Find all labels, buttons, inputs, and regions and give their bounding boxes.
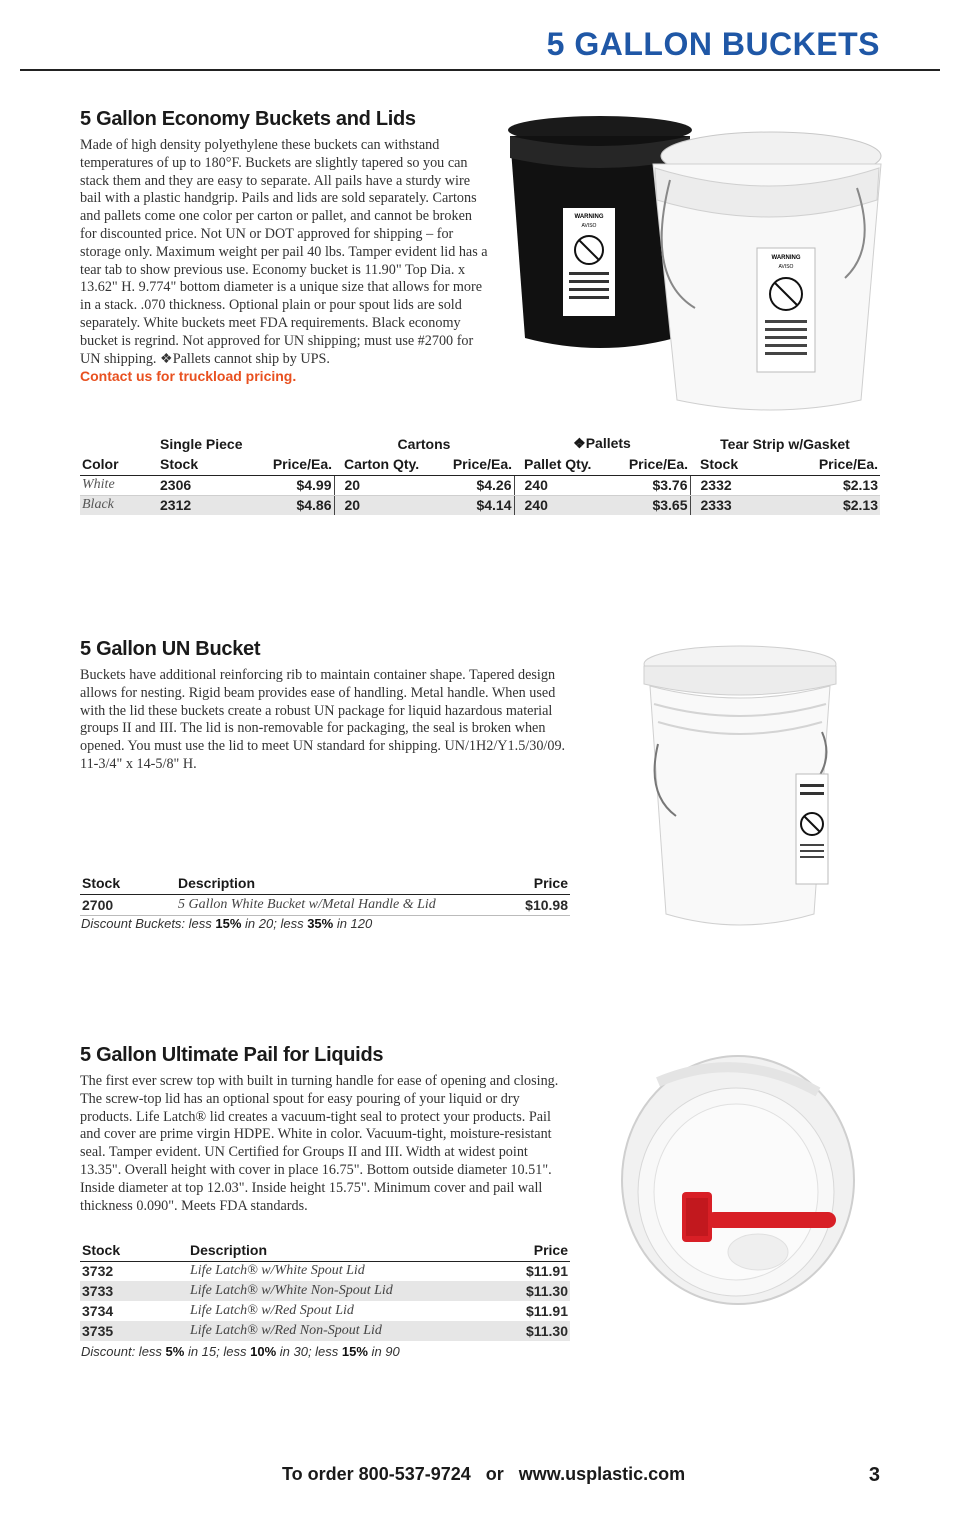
economy-title: 5 Gallon Economy Buckets and Lids (80, 108, 416, 130)
row-description: Life Latch® w/White Non-Spout Lid (188, 1281, 496, 1301)
row-carton-qty: 20 (334, 495, 430, 515)
table-row (80, 1301, 570, 1321)
economy-description: Made of high density polyethylene these buckets can withstand temperatures of up to 180°F. Buckets are slightly tapered so you can stack them and they are easy to separate. All pails have a sturdy wire bail with a plastic handgrip. Pails and lids are sold separately. Cartons and pallets come one color per carton or pallet, and cannot be broken for discounted price. Not UN or DOT approved for shipping – for storage only. Maximum weight per pail 40 lbs. Tamper evident lid has a tear tab to show previous use. Economy bucket is 11.90" Top Dia. x 13.62" H. 9.774" bottom diameter is a unique size that allows for more in a stack. .070 thickness. Optional plain or pour spout lids are sold separately. White buckets meet FDA requirements. Black economy bucket is regrind. Not approved for UN shipping; must use #2700 for UN shipping. ❖Pallets cannot ship by UPS. (80, 137, 488, 367)
row-description: Life Latch® w/Red Spout Lid (190, 1303, 354, 1318)
table-row (80, 495, 880, 515)
col-carton-price: Price/Ea. (430, 454, 514, 475)
discount-text: in 20; less (241, 916, 308, 931)
economy-section (80, 108, 492, 384)
un-title: 5 Gallon UN Bucket (80, 638, 261, 660)
economy-price-table (80, 433, 880, 515)
un-description: Buckets have additional reinforcing rib to maintain container shape. Tapered design allows for nesting. Rigid beam provides ease of handling. Metal handle. When used with the lid these buckets create a robust UN package for liquid hazardous material groups II and III. The lid is non-removable for packaging, the seal is broken when opened. You must use the lid to meet UN standard for shipping. UN/1H2/Y1.5/30/09. 11-3/4" x 14-5/8" H. (80, 667, 566, 772)
col-color: Color (80, 454, 158, 475)
row-price: $10.98 (496, 894, 570, 915)
row-stock: 3735 (80, 1321, 188, 1341)
row-pallet-price: $3.76 (606, 475, 690, 495)
white-bucket-aviso-label: AVISO (778, 264, 794, 270)
row-stock: 3732 (82, 1263, 114, 1280)
row-description: Life Latch® w/White Spout Lid (190, 1263, 365, 1279)
row-price: $11.30 (496, 1281, 570, 1301)
row-pallet-qty: 240 (514, 495, 606, 515)
row-stock: 2306 (158, 475, 244, 495)
row-price: $11.91 (525, 1303, 568, 1319)
white-bucket-warning-label: WARNING (771, 255, 801, 261)
row-stock: 3734 (82, 1303, 114, 1319)
col-description: Description (176, 872, 496, 894)
un-section (80, 638, 572, 774)
col-description: Description (188, 1240, 496, 1261)
row-color: Black (80, 495, 158, 515)
row-price: $11.91 (525, 1263, 568, 1280)
row-stock: 3733 (80, 1281, 188, 1301)
row-tear-price: $2.13 (790, 475, 880, 495)
discount-text: in 30; less (276, 1344, 342, 1359)
table-row (80, 1261, 570, 1281)
col-stock: Stock (80, 1240, 188, 1261)
discount-text: in 90 (367, 1344, 400, 1359)
row-tear-stock: 2333 (690, 495, 790, 515)
table-row (80, 1321, 570, 1341)
row-carton-price: $4.14 (430, 495, 514, 515)
group-cartons: Cartons (397, 435, 451, 452)
discount-percent: 35% (307, 916, 334, 931)
col-tear-price: Price/Ea. (790, 454, 880, 475)
row-price: $11.30 (496, 1321, 570, 1341)
footer-or: or (485, 1464, 504, 1484)
row-tear-stock: 2332 (690, 475, 790, 495)
page-number: 3 (868, 1464, 880, 1486)
row-description: Life Latch® w/Red Non-Spout Lid (188, 1321, 496, 1341)
col-price: Price (496, 1240, 570, 1261)
discount-percent: 10% (250, 1344, 277, 1359)
col-price: Price (496, 872, 570, 894)
row-stock: 2700 (80, 894, 176, 915)
col-pallet-qty: Pallet Qty. (514, 454, 606, 475)
col-pallet-price: Price/Ea. (606, 454, 690, 475)
truckload-pricing-link[interactable]: Contact us for truckload pricing. (80, 368, 297, 385)
footer (282, 1464, 695, 1485)
discount-percent: 5% (165, 1344, 185, 1359)
row-carton-price: $4.26 (430, 475, 514, 495)
discount-text: Discount Buckets: less (81, 916, 216, 931)
discount-text: Discount: less (81, 1344, 166, 1359)
website-link[interactable]: www.usplastic.com (518, 1464, 686, 1484)
un-discount-note (81, 916, 372, 931)
ultimate-pail-image (618, 1052, 858, 1312)
order-phone[interactable]: To order 800-537-9724 (282, 1464, 471, 1484)
un-price-table (80, 872, 570, 916)
table-header-row (80, 872, 570, 894)
table-row (80, 1281, 570, 1301)
discount-text: in 120 (333, 916, 373, 931)
col-stock: Stock (80, 872, 176, 894)
row-description: 5 Gallon White Bucket w/Metal Handle & Lid (176, 894, 496, 915)
col-carton-qty: Carton Qty. (334, 454, 430, 475)
discount-percent: 15% (215, 916, 242, 931)
row-color: White (80, 475, 158, 495)
row-pallet-price: $3.65 (606, 495, 690, 515)
col-tear-stock: Stock (690, 454, 790, 475)
row-carton-qty: 20 (334, 475, 430, 495)
row-tear-price: $2.13 (790, 495, 880, 515)
table-row (80, 894, 570, 915)
economy-buckets-image (505, 108, 885, 418)
row-pallet-qty: 240 (514, 475, 606, 495)
row-price: $4.86 (244, 495, 334, 515)
group-single-piece: Single Piece (160, 435, 243, 452)
liquids-description: The first ever screw top with built in turning handle for ease of opening and closing. The screw-top lid has an optional spout for easy pouring of your liquid or dry products. Life Latch® lid creates a vacuum-tight seal to protect your products. Pail and cover are prime virgin HDPE. White in color. Vacuum-tight, moisture-resistant seal. Tamper evident. UN Certified for Groups II and III. Width at widest point 13.35". Overall height with cover in place 16.75". Bottom outside diameter 10.51". Inside diameter at top 12.03". Inside height 15.75". Minimum cover and pail wall thickness 0.090". Meets FDA standards. (80, 1073, 559, 1214)
title-divider (20, 69, 940, 71)
col-price: Price/Ea. (244, 454, 334, 475)
group-tear-strip: Tear Strip w/Gasket (720, 435, 850, 452)
group-pallets: ❖Pallets (573, 435, 631, 451)
table-header-row (80, 1240, 570, 1261)
liquids-discount-note (81, 1344, 400, 1359)
un-bucket-image (636, 644, 846, 934)
table-header-row (80, 454, 880, 475)
col-stock: Stock (158, 454, 244, 475)
discount-percent: 15% (341, 1344, 368, 1359)
black-bucket-warning-label: WARNING (574, 214, 604, 220)
table-row (80, 475, 880, 495)
black-bucket-aviso-label: AVISO (581, 223, 597, 229)
liquids-section (80, 1044, 572, 1215)
liquids-price-table (80, 1240, 570, 1341)
page-title: 5 GALLON BUCKETS (546, 26, 880, 62)
liquids-title: 5 Gallon Ultimate Pail for Liquids (80, 1044, 384, 1066)
row-stock: 2312 (158, 495, 244, 515)
discount-text: in 15; less (184, 1344, 251, 1359)
row-price: $4.99 (244, 475, 334, 495)
table-group-header-row (80, 433, 880, 454)
